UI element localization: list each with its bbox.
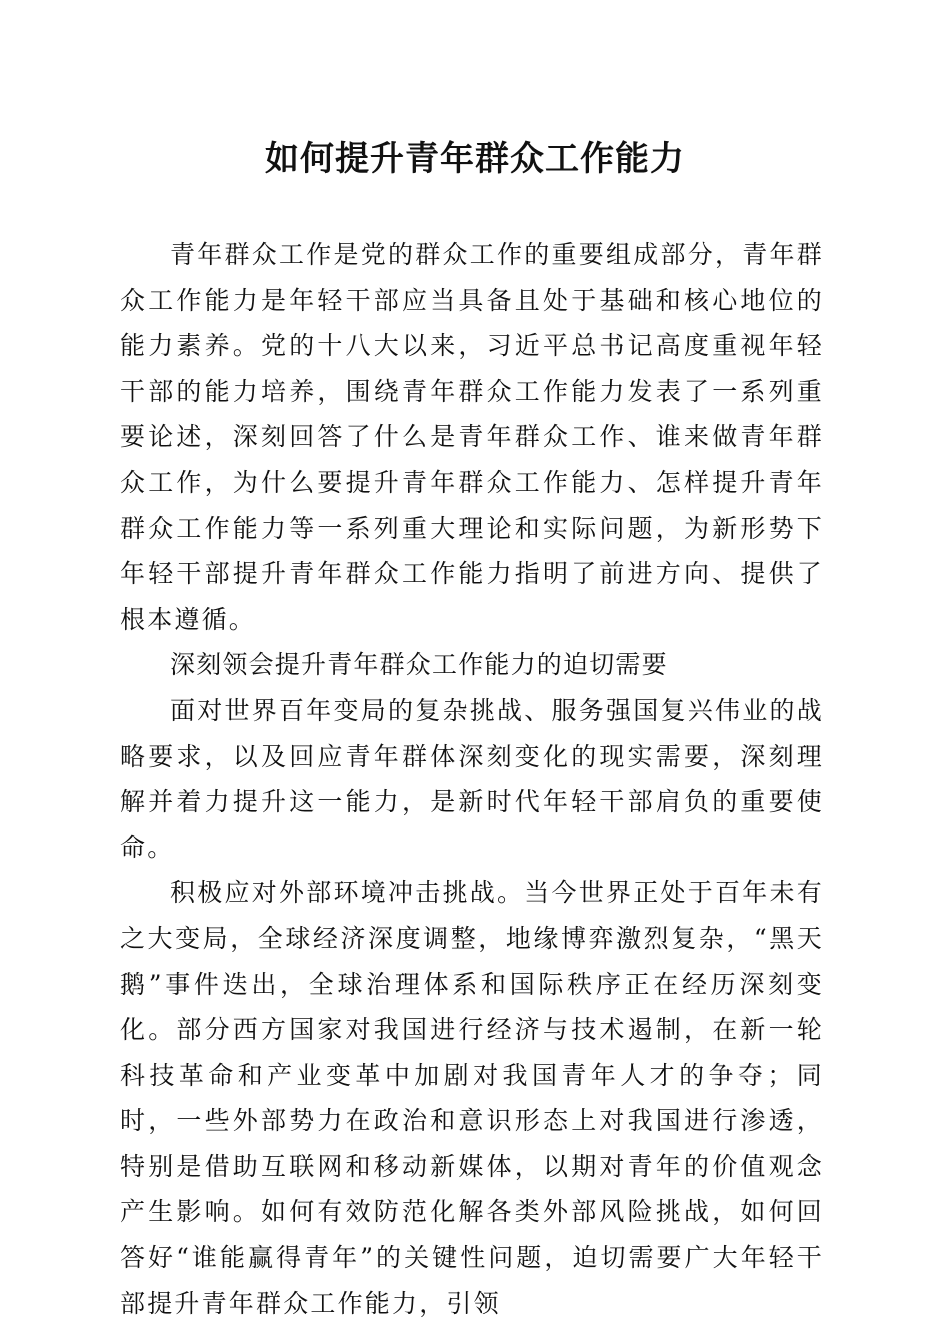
document-title: 如何提升青年群众工作能力 bbox=[265, 139, 685, 179]
body-paragraph: 积极应对外部环境冲击挑战。当今世界正处于百年未有之大变局，全球经济深度调整，地缘博弈激烈复杂，“黑天鹅”事件迭出，全球治理体系和国际秩序正在经历深刻变化。部分西方国家对我国进行经济与技术遏制，在新一轮科技革命和产业变革中加剧对我国青年人才的争夺；同时，一些外部势力在政治和意识形态上对我国进行渗透，特别是借助互联网和移动新媒体，以期对青年的价值观念产生影响。如何有效防范化解各类外部风险挑战，如何回答好“谁能赢得青年”的关键性问题，迫切需要广大年轻干部提升青年群众工作能力，引领 bbox=[120, 878, 824, 1318]
document-body bbox=[120, 232, 824, 1326]
section-heading: 深刻领会提升青年群众工作能力的迫切需要 bbox=[170, 650, 668, 680]
body-paragraph: 面对世界百年变局的复杂挑战、服务强国复兴伟业的战略要求，以及回应青年群体深刻变化的现实需要，深刻理解并着力提升这一能力，是新时代年轻干部肩负的重要使命。 bbox=[120, 695, 824, 862]
intro-paragraph: 青年群众工作是党的群众工作的重要组成部分，青年群众工作能力是年轻干部应当具备且处于基础和核心地位的能力素养。党的十八大以来，习近平总书记高度重视年轻干部的能力培养，围绕青年群众工作能力发表了一系列重要论述，深刻回答了什么是青年群众工作、谁来做青年群众工作，为什么要提升青年群众工作能力、怎样提升青年群众工作能力等一系列重大理论和实际问题，为新形势下年轻干部提升青年群众工作能力指明了前进方向、提供了根本遵循。 bbox=[120, 240, 824, 634]
